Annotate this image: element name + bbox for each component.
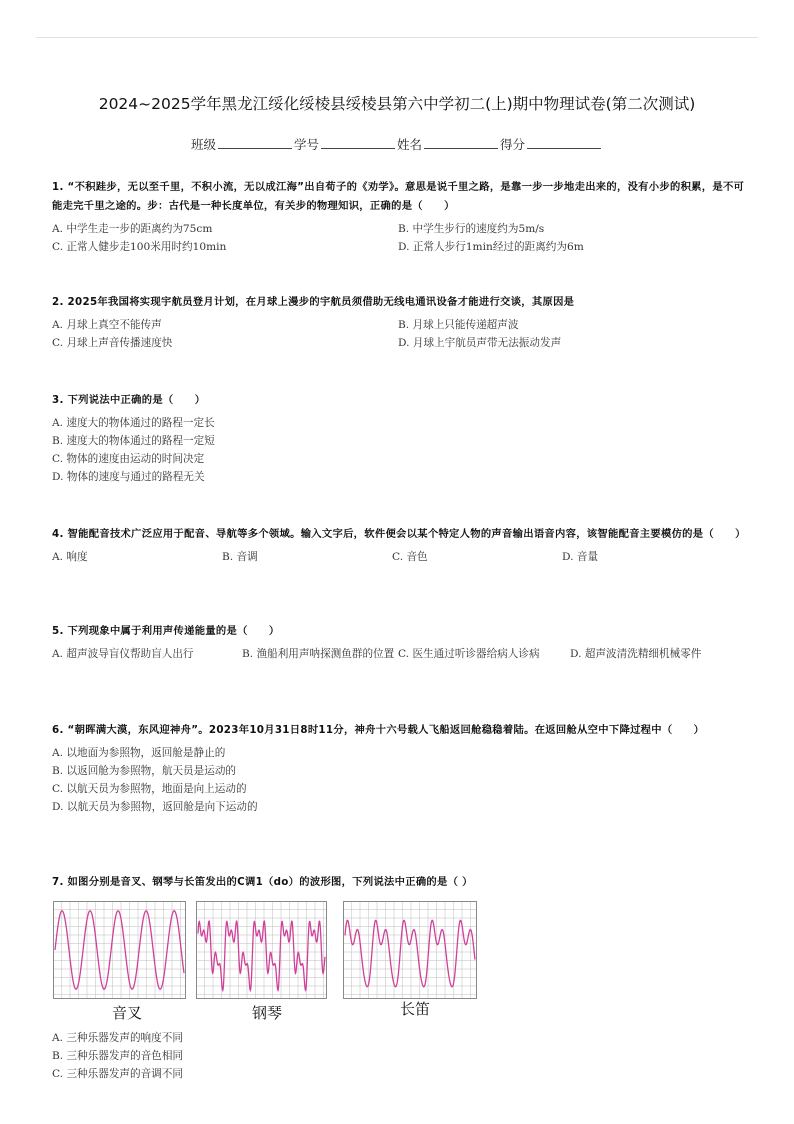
option-c[interactable]: C. 三种乐器发声的音调不同 bbox=[52, 1068, 183, 1080]
page-title: 2024~2025学年黑龙江绥化绥棱县绥棱县第六中学初二(上)期中物理试卷(第二次测试) bbox=[98, 95, 696, 113]
option-c[interactable]: C. 正常人健步走100米用时约10min bbox=[52, 241, 227, 253]
option-a[interactable]: A. 三种乐器发声的响度不同 bbox=[52, 1032, 183, 1044]
top-divider bbox=[36, 37, 758, 38]
option-c[interactable]: C. 医生通过听诊器给病人诊病 bbox=[398, 648, 540, 660]
option-b[interactable]: B. 以返回舱为参照物，航天员是运动的 bbox=[52, 765, 237, 777]
student-info-line bbox=[0, 135, 794, 153]
option-b[interactable]: B. 速度大的物体通过的路程一定短 bbox=[52, 435, 215, 447]
waveform-frame bbox=[197, 902, 327, 999]
option-c[interactable]: C. 月球上声音传播速度快 bbox=[52, 337, 173, 349]
piano-waveform bbox=[196, 901, 327, 999]
question-4 bbox=[52, 525, 746, 566]
question-7-options bbox=[52, 1029, 746, 1083]
label-piano: 钢琴 bbox=[252, 1004, 283, 1022]
label-tuning-fork: 音叉 bbox=[112, 1004, 143, 1022]
question-2 bbox=[52, 293, 746, 352]
question-1 bbox=[52, 178, 746, 256]
option-d[interactable]: D. 月球上宇航员声带无法振动发声 bbox=[398, 337, 562, 349]
score-label: 得分 bbox=[500, 137, 526, 152]
id-blank[interactable] bbox=[321, 136, 395, 149]
option-b[interactable]: B. 中学生步行的速度约为5m/s bbox=[398, 223, 545, 235]
question-stem: 2. 2025年我国将实现宇航员登月计划，在月球上漫步的宇航员须借助无线电通讯设备才能进行交谈，其原因是 bbox=[52, 296, 575, 308]
class-blank[interactable] bbox=[218, 136, 292, 149]
id-label: 学号 bbox=[293, 137, 319, 152]
option-b[interactable]: B. 音调 bbox=[222, 551, 258, 563]
name-label: 姓名 bbox=[397, 137, 423, 152]
question-stem: 7. 如图分别是音叉、钢琴与长笛发出的C调1（do）的波形图，下列说法中正确的是（ ） bbox=[52, 876, 473, 888]
option-b[interactable]: B. 月球上只能传递超声波 bbox=[398, 319, 519, 331]
question-stem: 1. “不积跬步，无以至千里，不积小流，无以成江海”出自荀子的《劝学》。意思是说千里之路，是靠一步一步地走出来的，没有小步的积累，是不可能走完千里之途的。步：古代是一种长度单位，有关步的物理知识，正确的是（ ） bbox=[52, 181, 745, 212]
option-a[interactable]: A. 以地面为参照物，返回舱是静止的 bbox=[52, 747, 226, 759]
question-6 bbox=[52, 721, 746, 816]
tuning-fork-waveform bbox=[53, 901, 186, 999]
option-a[interactable]: A. 速度大的物体通过的路程一定长 bbox=[52, 417, 215, 429]
name-blank[interactable] bbox=[424, 136, 498, 149]
option-d[interactable]: D. 音量 bbox=[562, 551, 599, 563]
option-a[interactable]: A. 月球上真空不能传声 bbox=[52, 319, 162, 331]
class-label: 班级 bbox=[190, 137, 216, 152]
waveform-grid bbox=[53, 901, 186, 999]
waveform-curve bbox=[198, 921, 325, 990]
option-c[interactable]: C. 以航天员为参照物，地面是向上运动的 bbox=[52, 783, 247, 795]
option-b[interactable]: B. 渔船利用声呐探测鱼群的位置 bbox=[242, 648, 395, 660]
option-c[interactable]: C. 音色 bbox=[392, 551, 428, 563]
waveform-curve bbox=[345, 920, 475, 986]
question-stem: 5. 下列现象中属于利用声传递能量的是（ ） bbox=[52, 625, 280, 637]
label-flute: 长笛 bbox=[400, 1000, 431, 1018]
option-c[interactable]: C. 物体的速度由运动的时间决定 bbox=[52, 453, 205, 465]
option-a[interactable]: A. 超声波导盲仪帮助盲人出行 bbox=[52, 648, 194, 660]
option-d[interactable]: D. 正常人步行1min经过的距离约为6m bbox=[398, 241, 584, 253]
question-stem: 4. 智能配音技术广泛应用于配音、导航等多个领域。输入文字后，软件便会以某个特定人物的声音输出语音内容，该智能配音主要模仿的是（ ） bbox=[52, 528, 746, 540]
option-a[interactable]: A. 响度 bbox=[52, 551, 88, 563]
option-b[interactable]: B. 三种乐器发声的音色相同 bbox=[52, 1050, 184, 1062]
question-stem: 3. 下列说法中正确的是（ ） bbox=[52, 394, 206, 406]
score-blank[interactable] bbox=[527, 136, 601, 149]
option-d[interactable]: D. 物体的速度与通过的路程无关 bbox=[52, 471, 205, 483]
question-5 bbox=[52, 622, 746, 663]
option-d[interactable]: D. 超声波清洗精细机械零件 bbox=[570, 648, 702, 660]
option-a[interactable]: A. 中学生走一步的距离约为75cm bbox=[52, 223, 213, 235]
question-3 bbox=[52, 391, 746, 486]
flute-waveform bbox=[343, 901, 477, 999]
question-stem: 6. “朝晖满大漠，东风迎神舟”。2023年10月31日8时11分，神舟十六号载人飞船返回舱稳稳着陆。在返回舱从空中下降过程中（ ） bbox=[52, 724, 705, 736]
option-d[interactable]: D. 以航天员为参照物，返回舱是向下运动的 bbox=[52, 801, 258, 813]
question-7 bbox=[52, 873, 746, 892]
